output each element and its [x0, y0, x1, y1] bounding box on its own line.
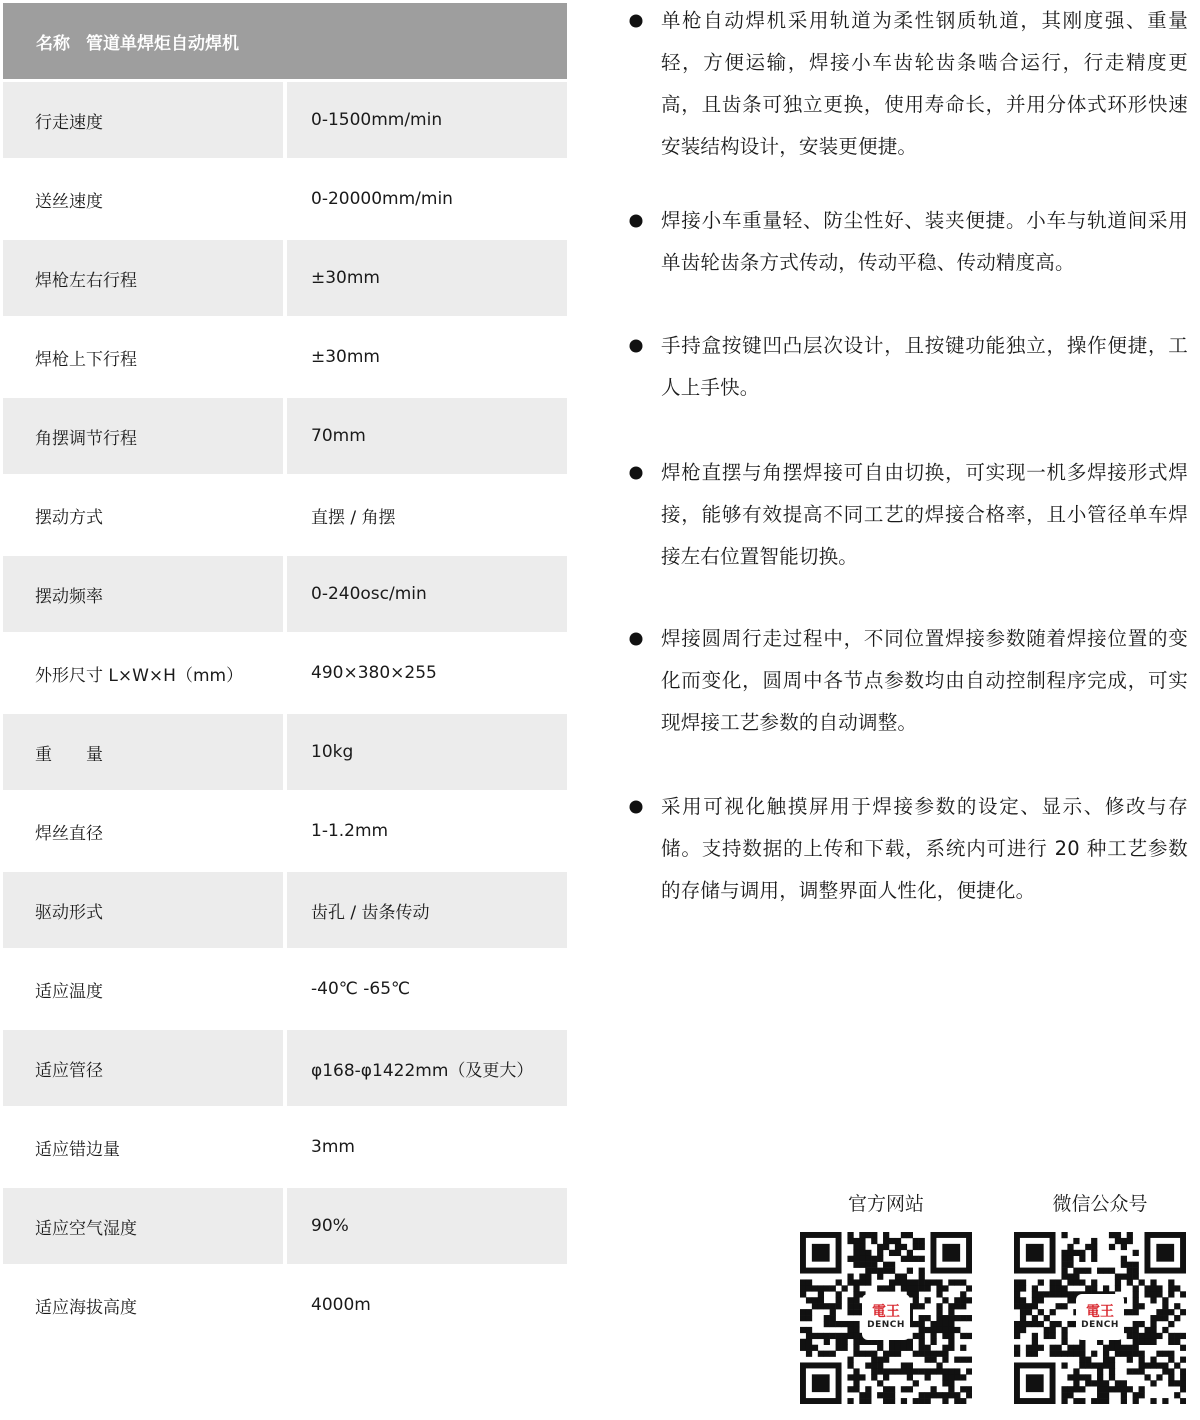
header-product-name: 管道单焊炬自动焊机	[86, 33, 239, 54]
spec-label: 驱动形式	[3, 872, 283, 948]
spec-label: 适应管径	[3, 1030, 283, 1106]
spec-value: 直摆 / 角摆	[311, 507, 396, 528]
feature-text: 焊接圆周行走过程中，不同位置焊接参数随着焊接位置的变化而变化，圆周中各节点参数均由自动控制程序完成，可实现焊接工艺参数的自动调整。	[661, 627, 1188, 734]
qr-official-site	[800, 1186, 972, 1404]
spec-value: 0-1500mm/min	[287, 82, 567, 158]
spec-value: 490×380×255	[311, 663, 437, 683]
feature-item	[620, 0, 1188, 168]
spec-row	[3, 1030, 567, 1106]
spec-value: 1-1.2mm	[311, 821, 389, 841]
spec-rows	[3, 82, 567, 1343]
spec-value: φ168-φ1422mm（及更大）	[287, 1030, 567, 1106]
bullet-icon	[624, 209, 648, 233]
feature-item	[620, 618, 1188, 744]
bullet-icon	[624, 795, 648, 819]
spec-label: 重 量	[3, 714, 283, 790]
feature-text: 单枪自动焊机采用轨道为柔性钢质轨道，其刚度强、重量轻，方便运输，焊接小车齿轮齿条啮合运行，行走精度更高，且齿条可独立更换，使用寿命长，并用分体式环形快速安装结构设计，安装更便捷。	[661, 9, 1188, 158]
spec-label: 适应海拔高度	[35, 1297, 137, 1318]
spec-row	[3, 161, 567, 237]
spec-row	[3, 1267, 567, 1343]
qr-code-image	[1014, 1232, 1186, 1404]
feature-text: 手持盒按键凹凸层次设计，且按键功能独立，操作便捷，工人上手快。	[661, 334, 1188, 399]
spec-label: 摆动方式	[35, 507, 103, 528]
spec-value: 90%	[287, 1188, 567, 1264]
spec-label: 外形尺寸 L×W×H（mm）	[35, 665, 244, 686]
spec-table	[3, 3, 567, 1343]
spec-label: 适应空气湿度	[3, 1188, 283, 1264]
spec-row	[3, 872, 567, 948]
spec-label: 焊丝直径	[35, 823, 103, 844]
spec-label: 摆动频率	[3, 556, 283, 632]
feature-text: 焊枪直摆与角摆焊接可自由切换，可实现一机多焊接形式焊接，能够有效提高不同工艺的焊接合格率，且小管径单车焊接左右位置智能切换。	[661, 461, 1188, 568]
spec-row	[3, 1188, 567, 1264]
spec-label: 角摆调节行程	[3, 398, 283, 474]
spec-row	[3, 398, 567, 474]
feature-item	[620, 200, 1188, 284]
spec-value: 70mm	[287, 398, 567, 474]
spec-value: 4000m	[311, 1295, 371, 1315]
spec-value: 3mm	[311, 1137, 355, 1157]
spec-row	[3, 556, 567, 632]
spec-label: 行走速度	[3, 82, 283, 158]
spec-value: 10kg	[287, 714, 567, 790]
spec-row	[3, 82, 567, 158]
qr-wechat	[1014, 1186, 1186, 1404]
bullet-icon	[624, 9, 648, 33]
spec-value: 齿孔 / 齿条传动	[287, 872, 567, 948]
spec-row	[3, 635, 567, 711]
spec-row	[3, 319, 567, 395]
bullet-icon	[624, 627, 648, 651]
feature-item	[620, 452, 1188, 578]
feature-item	[620, 786, 1188, 912]
spec-label: 焊枪左右行程	[3, 240, 283, 316]
spec-value: ±30mm	[311, 347, 380, 367]
spec-row	[3, 477, 567, 553]
spec-label: 焊枪上下行程	[35, 349, 137, 370]
spec-label: 适应温度	[35, 981, 103, 1002]
spec-row	[3, 1109, 567, 1185]
qr-caption: 官方网站	[847, 1193, 924, 1215]
bullet-icon	[624, 334, 648, 358]
spec-row	[3, 951, 567, 1027]
spec-row	[3, 240, 567, 316]
bullet-icon	[624, 461, 648, 485]
qr-code-image	[800, 1232, 972, 1404]
spec-label: 适应错边量	[35, 1139, 120, 1160]
spec-table-header	[3, 3, 567, 79]
feature-text: 焊接小车重量轻、防尘性好、装夹便捷。小车与轨道间采用单齿轮齿条方式传动，传动平稳、传动精度高。	[661, 209, 1188, 274]
spec-value: 0-240osc/min	[287, 556, 567, 632]
spec-value: ±30mm	[287, 240, 567, 316]
spec-value: 0-20000mm/min	[311, 189, 453, 209]
spec-row	[3, 714, 567, 790]
brand-logo-icon: 電王 DENCH	[862, 1294, 910, 1340]
qr-caption: 微信公众号	[1052, 1193, 1148, 1215]
spec-label: 送丝速度	[35, 191, 103, 212]
header-name-label: 名称	[36, 33, 70, 54]
spec-row	[3, 793, 567, 869]
feature-text: 采用可视化触摸屏用于焊接参数的设定、显示、修改与存储。支持数据的上传和下载，系统内可进行 20 种工艺参数的存储与调用，调整界面人性化，便捷化。	[661, 795, 1188, 902]
brand-logo-icon: 電王 DENCH	[1076, 1294, 1124, 1340]
feature-item	[620, 325, 1188, 409]
spec-value: -40℃ -65℃	[311, 979, 411, 999]
